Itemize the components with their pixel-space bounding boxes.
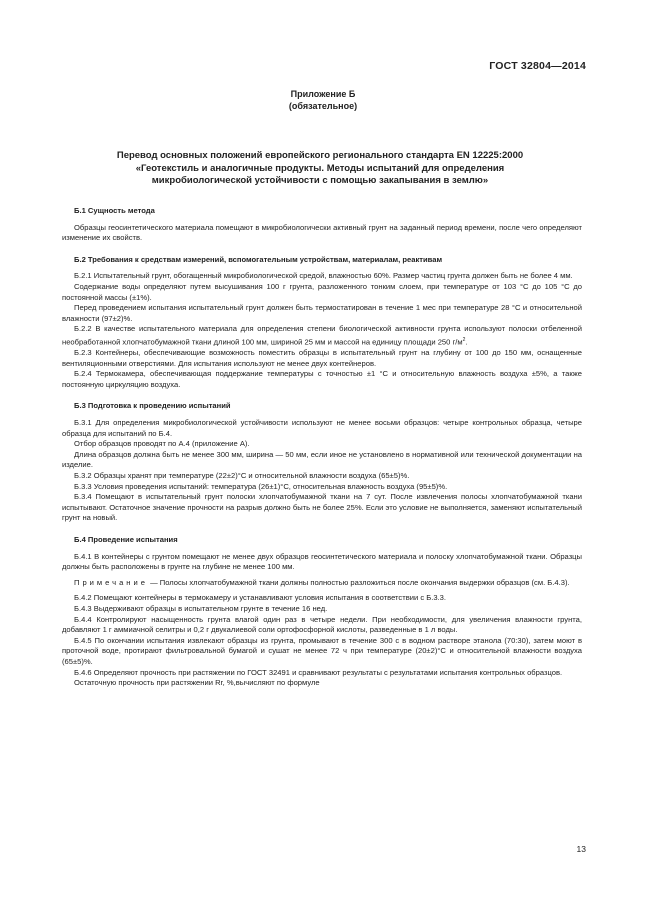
appendix-heading <box>0 88 646 112</box>
paragraph: Б.2.4 Термокамера, обеспечивающая поддержание температуры с точностью ±1 °С и относительную влажность воздуха ±5%, а также постоянную циркуляцию воздуха. <box>62 369 582 389</box>
document-title <box>70 150 570 188</box>
paragraph: Б.4.6 Определяют прочность при растяжении по ГОСТ 32491 и сравнивают результаты с результатами испытания контрольных образцов. <box>74 667 563 677</box>
paragraph: Длина образцов должна быть не менее 300 мм, ширина — 50 мм, если иное не установлено в нормативной или технической документации на изделие. <box>62 449 582 470</box>
paragraph: Б.4.4 Контролируют насыщенность грунта влагой один раз в четыре недели. При необходимости, для увеличения влажности грунта, добавляют 1 г аммиачной селитры и 0,2 г двукалиевой соли ортофосфорной кислоты, разведенные в 1 л воды. <box>62 614 582 635</box>
appendix-status: (обязательное) <box>288 101 358 111</box>
section-b2-heading: Б.2 Требования к средствам измерений, вспомогательным устройствам, материалам, реактивам <box>74 254 443 264</box>
paragraph: Отбор образцов проводят по А.4 (приложение А). <box>74 439 250 449</box>
paragraph: Образцы геосинтетического материала помещают в микробиологически активный грунт на заданный период времени, после чего определяют изменение их свойств. <box>62 222 582 243</box>
paragraph: Остаточную прочность при растяжении Rr, %,вычисляют по формуле <box>74 678 320 688</box>
paragraph: Б.4.2 Помещают контейнеры в термокамеру и устанавливают условия испытания в соответствии с Б.3.3. <box>74 593 446 603</box>
paragraph: Б.3.2 Образцы хранят при температуре (22±2)°С и относительной влажности воздуха (65±5)%. <box>74 471 410 480</box>
section-b1-heading: Б.1 Сущность метода <box>74 206 155 215</box>
document-code: ГОСТ 32804—2014 <box>489 60 586 72</box>
paragraph: Б.4.5 По окончании испытания извлекают образцы из грунта, промывают в течение 300 с в водном растворе этанола (70:30), затем моют в проточной воде, протирают фильтровальной бумагой и сушат не менее 72 ч при температуре (20±2)°С и относительной влажности воздуха (65±5)%. <box>62 635 582 666</box>
page-number: 13 <box>576 844 586 854</box>
section-b4-heading: Б.4 Проведение испытания <box>74 534 178 544</box>
paragraph: Содержание воды определяют путем высушивания 100 г грунта, разложенного тонким слоем, при температуре от 103 °С до 105 °С до постоянной массы (±1%). <box>62 281 582 302</box>
paragraph: Б.3.1 Для определения микробиологической устойчивости используют не менее восьми образцов: четыре контрольных образца, четыре образца для испытаний по Б.4. <box>62 418 582 438</box>
appendix-title: Приложение Б <box>290 89 356 99</box>
title-line-1: Перевод основных положений европейского регионального стандарта EN 12225:2000 <box>116 150 524 161</box>
paragraph: Б.3.4 Помещают в испытательный грунт полоски хлопчатобумажной ткани на 7 сут. После извлечения полосы хлопчатобумажной ткани испытывают. Остаточное значение прочности на разрыв должно быть не более 25%. Если это условие не выполняется, заменяют испытательный грунт на новый. <box>62 492 582 523</box>
note-label: Примечание <box>74 577 148 587</box>
paragraph: Б.4.1 В контейнеры с грунтом помещают не менее двух образцов геосинтетического материала и полоску хлопчатобумажной ткани. Образцы должны быть расположены в грунте на глубине не менее 100 мм. <box>62 551 582 572</box>
paragraph: Перед проведением испытания испытательный грунт должен быть термостатирован в течение 1 мес при температуре 28 °С и относительной влажности (97±2)%. <box>62 303 582 323</box>
paragraph: Б.2.1 Испытательный грунт, обогащенный микробиологической средой, влажностью 60%. Размер частиц грунта должен быть не более 4 мм. <box>74 271 573 281</box>
note <box>62 578 582 589</box>
section-b3-heading: Б.3 Подготовка к проведению испытаний <box>74 401 231 411</box>
paragraph: Б.4.3 Выдерживают образцы в испытательном грунте в течение 16 нед. <box>74 603 328 613</box>
title-line-2: «Геотекстиль и аналогичные продукты. Методы испытаний для определения <box>135 162 505 174</box>
title-line-3: микробиологической устойчивости с помощью закапывания в землю» <box>151 175 489 186</box>
paragraph: Б.2.3 Контейнеры, обеспечивающие возможность поместить образцы в испытательный грунт на глубину от 100 до 150 мм, оснащенные вентиляционными отверстиями. Для испытания используют не менее двух контейнеров. <box>62 348 582 368</box>
paragraph: Б.2.2 В качестве испытательного материала для определения степени биологической активности грунта используют полоски отбеленной необработанной хлопчатобумажной ткани длиной 100 мм, шириной 25 мм и массой на единицу площади 250 $г/м^2$. <box>62 324 582 347</box>
document-body <box>62 200 582 689</box>
note-text: — Полосы хлопчатобумажной ткани должны полностью разложиться после окончания выдержки образцов (см. Б.4.3). <box>147 577 570 587</box>
paragraph: Б.3.3 Условия проведения испытаний: температура (26±1)°С, относительная влажность воздуха (95±5)%. <box>74 481 448 491</box>
